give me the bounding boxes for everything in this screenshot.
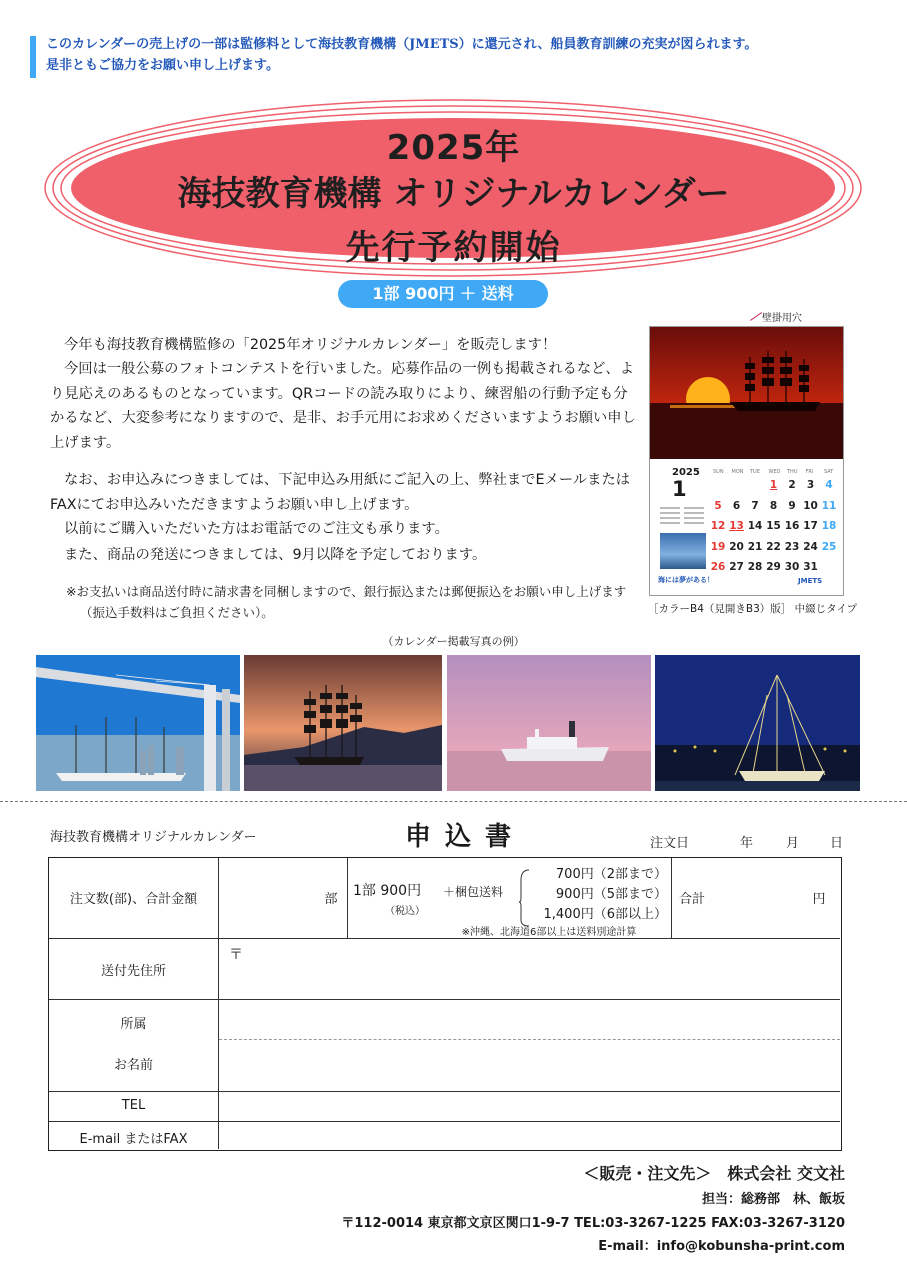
calendar-day: 29 bbox=[766, 561, 781, 573]
shipping-note: ※沖縄、北海道6部以上は送料別途計算 bbox=[461, 927, 637, 938]
notice-line-2: 是非ともご協力をお願い申し上げます。 bbox=[46, 58, 279, 73]
calendar-weekday-header: WED bbox=[768, 469, 781, 475]
price-badge: 1部 900円 ＋ 送料 bbox=[338, 280, 548, 308]
calendar-weekday-header: MON bbox=[731, 469, 744, 475]
calendar-day: 13 bbox=[729, 520, 744, 532]
title-year: 2025年 bbox=[386, 128, 521, 168]
photo-illuminated-sailship bbox=[655, 655, 860, 791]
hole-pointer-line bbox=[750, 312, 762, 321]
calendar-day: 30 bbox=[784, 561, 800, 573]
calendar-mockup bbox=[649, 326, 844, 596]
calendar-weekday-header: TUE bbox=[750, 469, 760, 475]
calendar-thumbnail-photo bbox=[660, 533, 706, 569]
calendar-month: 1 bbox=[672, 477, 687, 501]
title-sub: 先行予約開始 bbox=[345, 228, 562, 268]
notice-text bbox=[46, 34, 896, 76]
body-paragraph-4: 以前にご購入いただいた方はお電話でのご注文も承ります。 bbox=[64, 521, 449, 537]
email-line: E-mail：info@kobunsha-print.com bbox=[598, 1239, 845, 1254]
shipping-label: ＋梱包送料 bbox=[443, 885, 504, 899]
affiliation-label: 所属 bbox=[120, 1017, 147, 1032]
calendar-day: 20 bbox=[729, 540, 744, 553]
calendar-day: 28 bbox=[747, 561, 763, 573]
address-line: 〒112-0014 東京都文京区関口1-9-7 TEL:03-3267-1225 FAX:03-3267-3120 bbox=[341, 1216, 845, 1231]
calendar-day: 27 bbox=[729, 561, 744, 573]
photo-bridge-ship bbox=[36, 655, 240, 791]
form-calendar-name: 海技教育機構オリジナルカレンダー bbox=[50, 830, 257, 845]
calendar-caption: ［カラーB4（見開きB3）版］ 中綴じタイプ bbox=[648, 603, 858, 615]
calendar-sunset-photo bbox=[650, 327, 843, 459]
contact-line: 担当：総務部 林、飯坂 bbox=[701, 1192, 845, 1207]
calendar-day: 26 bbox=[710, 561, 726, 573]
calendar-day: 25 bbox=[821, 540, 837, 553]
title-main: 海技教育機構 オリジナルカレンダー bbox=[177, 174, 730, 214]
calendar-day: 31 bbox=[803, 561, 818, 573]
order-month-label: 月 bbox=[786, 836, 800, 851]
calendar-day: 8 bbox=[769, 499, 778, 512]
notice-accent-bar bbox=[30, 36, 36, 78]
calendar-day: 24 bbox=[803, 540, 818, 553]
qty-label: 注文数(部)、合計金額 bbox=[69, 892, 198, 907]
address-label: 送付先住所 bbox=[100, 964, 166, 979]
jmets-logo: JMETS bbox=[798, 577, 823, 585]
shipping-rate-1: 700円（2部まで） bbox=[555, 867, 667, 882]
calendar-day: 3 bbox=[806, 479, 815, 491]
name-input[interactable] bbox=[229, 1044, 829, 1084]
calendar-day: 10 bbox=[803, 499, 818, 512]
calendar-day: 17 bbox=[803, 520, 818, 532]
calendar-weekday-header: THU bbox=[787, 469, 798, 475]
total-input[interactable] bbox=[719, 886, 819, 910]
calendar-day: 22 bbox=[766, 540, 781, 553]
order-year-label: 年 bbox=[740, 836, 754, 851]
name-label: お名前 bbox=[113, 1058, 153, 1073]
cut-line bbox=[0, 801, 907, 802]
order-day-label: 日 bbox=[830, 836, 844, 851]
photo-training-ship-pink bbox=[447, 655, 651, 791]
tel-input[interactable] bbox=[229, 1094, 829, 1118]
hole-label: 壁掛用穴 bbox=[762, 313, 802, 324]
calendar-day: 7 bbox=[751, 499, 759, 512]
unit-label: 部 bbox=[324, 892, 338, 907]
calendar-year: 2025 bbox=[672, 467, 700, 478]
calendar-day: 15 bbox=[766, 520, 781, 532]
calendar-day: 2 bbox=[788, 479, 796, 491]
body-paragraph-3: なお、お申込みにつきましては、下記申込み用紙にご記入の上、弊社までEメールまたはFAXにてお申込みいただきますようお願い申し上げます。 bbox=[50, 472, 631, 513]
notice-line-1: このカレンダーの売上げの一部は監修料として海技教育機構（JMETS）に還元され、船員教育訓練の充実が図られます。 bbox=[46, 37, 758, 52]
calendar-day: 9 bbox=[788, 499, 796, 512]
calendar-day: 12 bbox=[710, 520, 726, 532]
calendar-day: 18 bbox=[821, 520, 837, 532]
body-paragraph-5: また、商品の発送につきましては、9月以降を予定しております。 bbox=[64, 547, 487, 563]
calendar-weekday-header: FRI bbox=[805, 469, 814, 475]
calendar-day: 21 bbox=[747, 540, 763, 553]
form-title: 申込書 bbox=[405, 822, 526, 852]
body-paragraph-2: 今回は一般公募のフォトコンテストを行いました。応募作品の一例も掲載されるなど、より見応えのあるものとなっています。QRコードの読み取りにより、練習船の行動予定も分かるなど、大変参考になりますので、是非、お手元用にお求めくださいますようお願い申し上げます。 bbox=[50, 361, 636, 451]
calendar-day: 23 bbox=[784, 540, 800, 553]
tax-label: （税込） bbox=[385, 906, 425, 917]
yen-label: 円 bbox=[812, 892, 826, 907]
calendar-day: 11 bbox=[821, 499, 837, 512]
email-fax-input[interactable] bbox=[229, 1124, 829, 1146]
email-fax-label: E-mail またはFAX bbox=[79, 1132, 188, 1147]
calendar-footer-text: 海には夢がある！ bbox=[658, 576, 714, 584]
seller-line: ＜販売・注文先＞ 株式会社 交文社 bbox=[583, 1164, 845, 1183]
affiliation-input[interactable] bbox=[229, 1004, 829, 1034]
calendar-weekday-header: SAT bbox=[824, 469, 834, 475]
calendar-weekday-header: SUN bbox=[713, 469, 724, 475]
order-date-label: 注文日 bbox=[650, 836, 690, 851]
shipping-rate-2: 900円（5部まで） bbox=[555, 887, 667, 902]
photo-caption: （カレンダー掲載写真の例） bbox=[382, 635, 525, 648]
calendar-day: 6 bbox=[732, 499, 741, 512]
order-form-table bbox=[48, 857, 842, 1151]
calendar-day: 14 bbox=[747, 520, 763, 532]
shipping-rate-3: 1,400円（6部以上） bbox=[543, 907, 667, 922]
total-label: 合計 bbox=[679, 892, 706, 907]
calendar-day: 19 bbox=[710, 540, 726, 553]
tel-label: TEL bbox=[121, 1098, 146, 1113]
calendar-day: 5 bbox=[714, 499, 722, 512]
photo-tallship-dusk bbox=[244, 655, 442, 791]
address-input[interactable] bbox=[249, 944, 829, 994]
calendar-day: 16 bbox=[784, 520, 800, 532]
body-paragraph-1: 今年も海技教育機構監修の「2025年オリジナルカレンダー」を販売します！ bbox=[64, 337, 557, 353]
form-price-label: 1部 900円 bbox=[353, 883, 422, 899]
payment-note: ※お支払いは商品送付時に請求書を同梱しますので、銀行振込または郵便振込をお願い申し上げます（振込手数料はご負担ください）。 bbox=[66, 584, 627, 620]
postal-mark: 〒 bbox=[229, 947, 243, 963]
calendar-day: 4 bbox=[825, 479, 833, 491]
calendar-day: 1 bbox=[769, 479, 778, 491]
